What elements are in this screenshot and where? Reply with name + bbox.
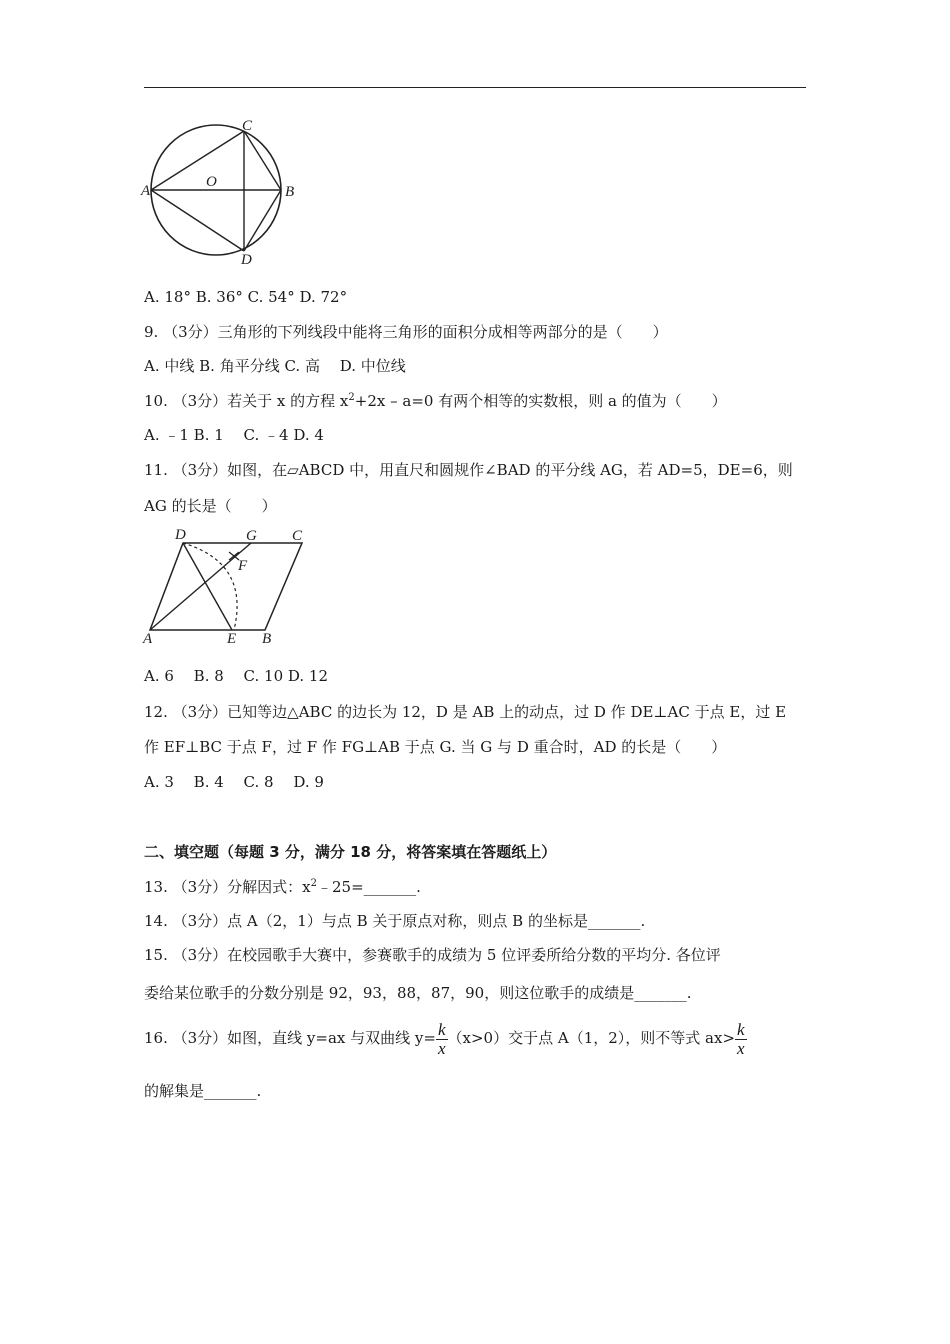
- label-F: F: [238, 558, 248, 574]
- label-B: B: [262, 631, 272, 647]
- parallelogram-figure: [140, 523, 320, 651]
- header-rule: [144, 87, 806, 88]
- q12-stem-line2: 作 EF⊥BC 于点 F，过 F 作 FG⊥AB 于点 G. 当 G 与 D 重合时，AD 的长是（ ）: [144, 738, 727, 756]
- q10-exponent: 2: [348, 392, 355, 403]
- q16-fraction2-num: k: [737, 1019, 745, 1039]
- q9-options: A. 中线 B. 角平分线 C. 高 D. 中位线: [144, 357, 406, 375]
- label-A: A: [143, 631, 153, 647]
- q11-stem-line1: 11. （3分）如图，在▱ABCD 中，用直尺和圆规作∠BAD 的平分线 AG，若 AD=5，DE=6，则: [144, 461, 793, 479]
- q12-options: A. 3 B. 4 C. 8 D. 9: [144, 773, 324, 791]
- label-C: C: [292, 528, 303, 544]
- q13-exponent: 2: [310, 878, 318, 889]
- q16-stem-a: 16. （3分）如图，直线 y=ax 与双曲线 y=: [144, 1029, 436, 1047]
- q16-stem-line2: 的解集是_______.: [144, 1082, 262, 1100]
- q16-fraction: [436, 1021, 448, 1058]
- q13-stem-a: 13. （3分）分解因式：x: [144, 878, 311, 896]
- label-B: B: [285, 184, 295, 200]
- q15-stem-line1: 15. （3分）在校园歌手大赛中，参赛歌手的成绩为 5 位评委所给分数的平均分. 各位评: [144, 946, 721, 964]
- label-O: O: [206, 174, 217, 190]
- q16-fraction-2: [735, 1021, 747, 1058]
- q11-stem-line2: AG 的长是（ ）: [144, 497, 277, 515]
- q9-stem: 9. （3分）三角形的下列线段中能将三角形的面积分成相等两部分的是（ ）: [144, 323, 668, 341]
- q10-options: A. ﹣1 B. 1 C. ﹣4 D. 4: [144, 426, 324, 444]
- q13-stem: [144, 877, 421, 897]
- q16-fraction2-den: x: [737, 1038, 745, 1058]
- q10-stem: [144, 391, 727, 411]
- label-D: D: [175, 527, 186, 543]
- label-C: C: [242, 118, 253, 134]
- label-A: A: [141, 183, 151, 199]
- q10-stem-b: +2x – a=0 有两个相等的实数根，则 a 的值为（ ）: [354, 392, 727, 410]
- q10-stem-a: 10. （3分）若关于 x 的方程 x: [144, 392, 349, 410]
- q8-options: A. 18° B. 36° C. 54° D. 72°: [144, 288, 348, 306]
- label-G: G: [246, 528, 257, 544]
- q16-stem-b: （x>0）交于点 A（1，2），则不等式 ax>: [447, 1029, 736, 1047]
- q16-fraction-den: x: [437, 1038, 446, 1058]
- q12-stem-line1: 12. （3分）已知等边△ABC 的边长为 12，D 是 AB 上的动点，过 D 作 DE⊥AC 于点 E，过 E: [144, 703, 787, 721]
- section2-heading: 二、填空题（每题 3 分，满分 18 分，将答案填在答题纸上）: [144, 843, 557, 861]
- label-E: E: [227, 631, 237, 647]
- q15-stem-line2: 委给某位歌手的分数分别是 92，93，88，87，90，则这位歌手的成绩是_______.: [144, 984, 692, 1002]
- q11-options: A. 6 B. 8 C. 10 D. 12: [144, 667, 328, 685]
- circle-figure: [140, 118, 310, 270]
- label-D: D: [241, 252, 252, 268]
- q16-stem: [144, 1020, 747, 1058]
- q16-fraction-num: k: [437, 1019, 446, 1039]
- q14-stem: 14. （3分）点 A（2，1）与点 B 关于原点对称，则点 B 的坐标是_______.: [144, 912, 646, 930]
- q13-stem-b: ﹣25=_______.: [317, 878, 421, 896]
